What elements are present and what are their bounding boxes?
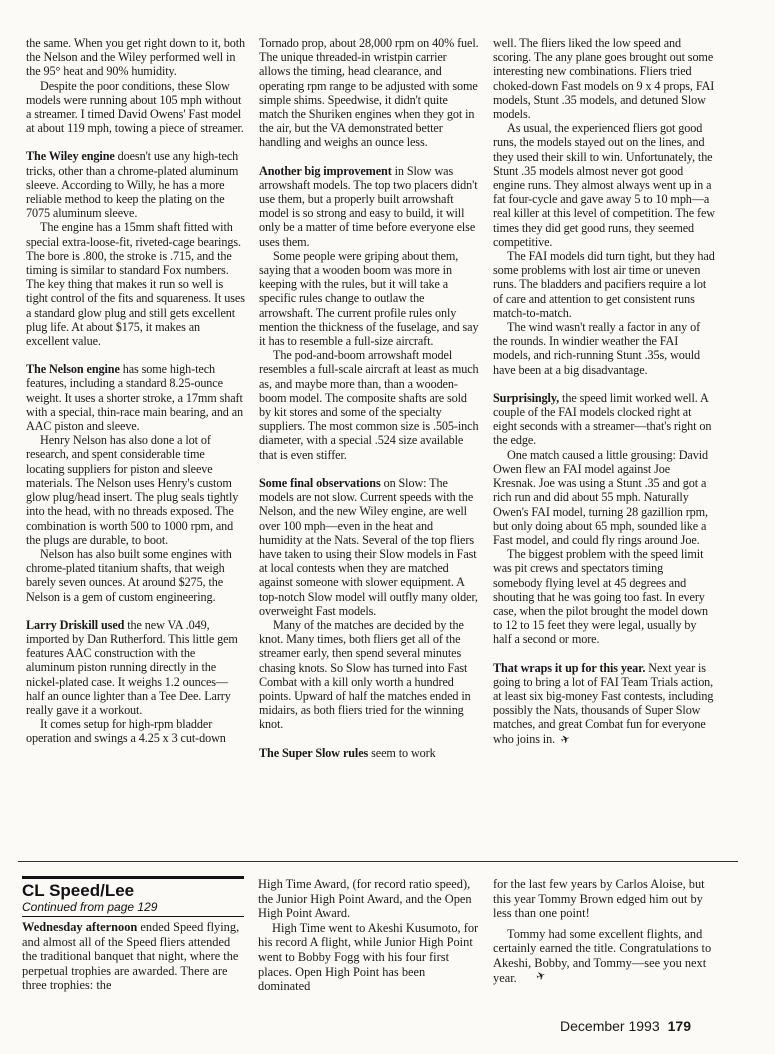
article-column-2 [259, 36, 479, 760]
paragraph: Many of the matches are decided by the knot. Many times, both fliers get all of the streamer early, then spend several minutes chasing knots. So Slow has turned into Fast Combat with a kill only worth a hundred points. Upward of half the matches ended in midairs, as both fliers tried for the winning knot. [259, 617, 471, 732]
paragraph: One match caused a little grousing: David Owen flew an FAI model against Joe Kresnak. Joe was using a Stunt .35 and got a rich run and did about 55 mph. Naturally Owen's FAI model, turning 28 gazillion rpm, but only doing about 65 mph, sounded like a Fast model, and could fly rings around Joe. [493, 447, 708, 547]
paragraph [259, 476, 479, 618]
continuation-subtitle: Continued from page 129 [22, 901, 244, 917]
paragraph-text: the speed limit worked well. A couple of the FAI models clocked right at eight seconds with a streamer—that's right on the edge. [493, 390, 712, 448]
lead-in: Larry Driskill used [26, 617, 125, 632]
paragraph: well. The fliers liked the low speed and scoring. The any plane goes brought out some interesting new combinations. Fliers tried choked-down Fast models on 9 x 4 props, FAI models, Stunt .35 models, and detuned Slow models. [493, 36, 715, 122]
article-column-3 [493, 36, 715, 747]
paragraph: As usual, the experienced fliers got good runs, the models stayed out on the lines, and they used their skill to win. Unfortunately, the Stunt .35 models almost never got good engine runs. They almost always went up in a fat four-cycle and gave away 5 to 10 mph—a real killer at this level of competition. The few times they did get good runs, they seemed competitive. [493, 121, 715, 249]
paragraph [22, 920, 247, 993]
airplane-end-mark-icon: ✈ [534, 968, 548, 984]
continued-column-1 [22, 920, 247, 993]
paragraph: The engine has a 15mm shaft fitted with special extra-loose-fit, riveted-cage bearings. The bore is .800, the stroke is .715, and the timing is similar to standard Fox numbers. The key thing that makes it run so well is tight control of the fits and squareness. It uses a standard glow plug and still gets excellent plug life. At about $175, it makes an excellent value. [26, 220, 245, 349]
paragraph: Nelson has also built some engines with chrome-plated titanium shafts, that weigh barely seven ounces. At around $275, the Nelson is a gem of custom engineering. [26, 546, 232, 604]
continuation-title: CL Speed/Lee [22, 881, 135, 900]
paragraph: It comes setup for high-rpm bladder operation and swings a 4.25 x 3 cut-down [26, 717, 226, 746]
paragraph [26, 149, 246, 220]
paragraph: Henry Nelson has also done a lot of research, and spent considerable time locating suppliers for piston and sleeve materials. The Nelson uses Henry's custom glow plug/head insert. The plug seals tightly into the head, with no threads exposed. The combination is worth 500 to 1000 rpm, and the plugs are durable, to boot. [26, 433, 239, 547]
article-column-1 [26, 36, 246, 746]
lead-in: That wraps it up for this year. [493, 660, 646, 675]
paragraph-text: in Slow was arrowshaft models. The top two placers didn't use them, but a properly built arrowshaft model is so strong and easy to build, it will only be a matter of time before everyone else uses them. [259, 163, 478, 249]
airplane-end-mark-icon: ✈ [559, 732, 572, 747]
paragraph-text: doesn't use any high-tech tricks, other than a chrome-plated aluminum sleeve. According to Willy, he has a more reliable method to keep the plating on the 7075 aluminum sleeve. [26, 149, 239, 221]
paragraph [259, 164, 479, 249]
issue-date: December 1993 [560, 1018, 660, 1034]
paragraph-text: Next year is going to bring a lot of FAI Team Trials action, at least six big-money Fast contests, including possibly the Nats, thousands of Super Slow matches, and great Combat fun for everyone who joins in. [493, 660, 714, 746]
paragraph: The FAI models did turn tight, but they had some problems with lost air time or uneven runs. The bladders and pacifiers require a lot of care and attention to get consistent runs match-to-match. [493, 249, 715, 320]
lead-in: The Super Slow rules [259, 745, 369, 760]
paragraph: Despite the poor conditions, these Slow models were running about 105 mph without a streamer. I timed David Owens' Fast model at about 119 mph, towing a piece of streamer. [26, 78, 244, 136]
paragraph [26, 362, 246, 433]
paragraph-text: ended Speed flying, and almost all of the Speed fliers attended the traditional banquet that night, where the perpetual trophies are awarded. There are three trophies: the [22, 920, 240, 993]
paragraph: High Time went to Akeshi Kusumoto, for his record A flight, while Junior High Point went to Bobby Fogg with his four first places. Open High Point has been dominated [258, 920, 479, 994]
lead-in: Some final observations [259, 475, 381, 490]
lead-in: Another big improvement [259, 163, 392, 178]
paragraph [259, 746, 479, 760]
paragraph: The pod-and-boom arrowshaft model resembles a full-scale aircraft at least as much as, and maybe more than, than a wooden-boom model. The composite shafts are sold by kit stores and some of the specialty suppliers. The most common size is .505-inch diameter, with a special .524 size available that is even stiffer. [259, 348, 479, 462]
continued-column-3 [493, 877, 723, 986]
paragraph: The wind wasn't really a factor in any of the rounds. In windier weather the FAI models, and rich-running Stunt .35s, would have been at a big disadvantage. [493, 320, 701, 377]
paragraph: for the last few years by Carlos Aloise, but this year Tommy Brown edged him out by less than one point! [493, 877, 705, 921]
paragraph: The biggest problem with the speed limit was pit crews and spectators timing somebody flying level at 45 degrees and shouting that he was going too fast. In every case, when the pilot brought the model down to 12 to 15 feet they were legal, usually by half a second or more. [493, 547, 709, 647]
page-footer [560, 1018, 691, 1034]
paragraph: the same. When you get right down to it, both the Nelson and the Wiley performed well in the 95° heat and 90% humidity. [26, 36, 246, 79]
lead-in: The Wiley engine [26, 149, 115, 164]
paragraph-text: on Slow: The models are not slow. Current speeds with the Nelson, and the new Wiley engine, are well over 100 mph—even in the heat and humidity at the Nats. Several of the top fliers have taken to using their Slow models in Fast at local contests when they are matched against someone with slower equipment. A top-notch Slow model will outfly many older, overweight Fast models. [259, 475, 478, 618]
paragraph-text: the new VA .049, imported by Dan Rutherford. This little gem features AAC construction with the aluminum piston running directly in the nickel-plated case. It weighs 1.2 ounces—half an ounce lighter than a Tee Dee. Larry really gave it a workout. [26, 617, 238, 717]
lead-in: Wednesday afternoon [22, 920, 138, 934]
section-divider [18, 861, 738, 862]
paragraph [26, 618, 246, 717]
paragraph-text: seem to work [368, 745, 436, 760]
lead-in: Surprisingly, [493, 390, 560, 405]
paragraph: Some people were griping about them, saying that a wooden boom was more in keeping with the rules, but it will take a specific rules change to outlaw the arrowshaft. The current profile rules only mention the thickness of the fuselage, and say it has to resemble a full-size aircraft. [259, 248, 479, 349]
paragraph [493, 927, 723, 986]
lead-in: The Nelson engine [26, 362, 120, 377]
paragraph [493, 391, 715, 448]
paragraph: High Time Award, (for record ratio speed), the Junior High Point Award, and the Open High Point Award. [258, 877, 472, 921]
page-number: 179 [667, 1018, 691, 1034]
paragraph [493, 661, 715, 747]
paragraph: Tornado prop, about 28,000 rpm on 40% fuel. The unique threaded-in wristpin carrier allows the timing, head clearance, and operating rpm range to be adjusted with some simple shims. Speedwise, it didn't quite match the Shuriken engines when they got in the air, but the VA demonstrated better handling and weighs an ounce less. [259, 36, 479, 150]
continued-column-2 [258, 877, 480, 994]
continuation-header [22, 876, 244, 915]
paragraph-text: has some high-tech features, including a standard 8.25-ounce weight. It uses a shorter stroke, a 17mm shaft with a special, thin-race main bearing, and an AAC piston and sleeve. [26, 362, 244, 434]
paragraph-text: Tommy had some excellent flights, and certainly earned the title. Congratulations to Akeshi, Bobby, and Tommy—see you next year. [493, 926, 712, 985]
